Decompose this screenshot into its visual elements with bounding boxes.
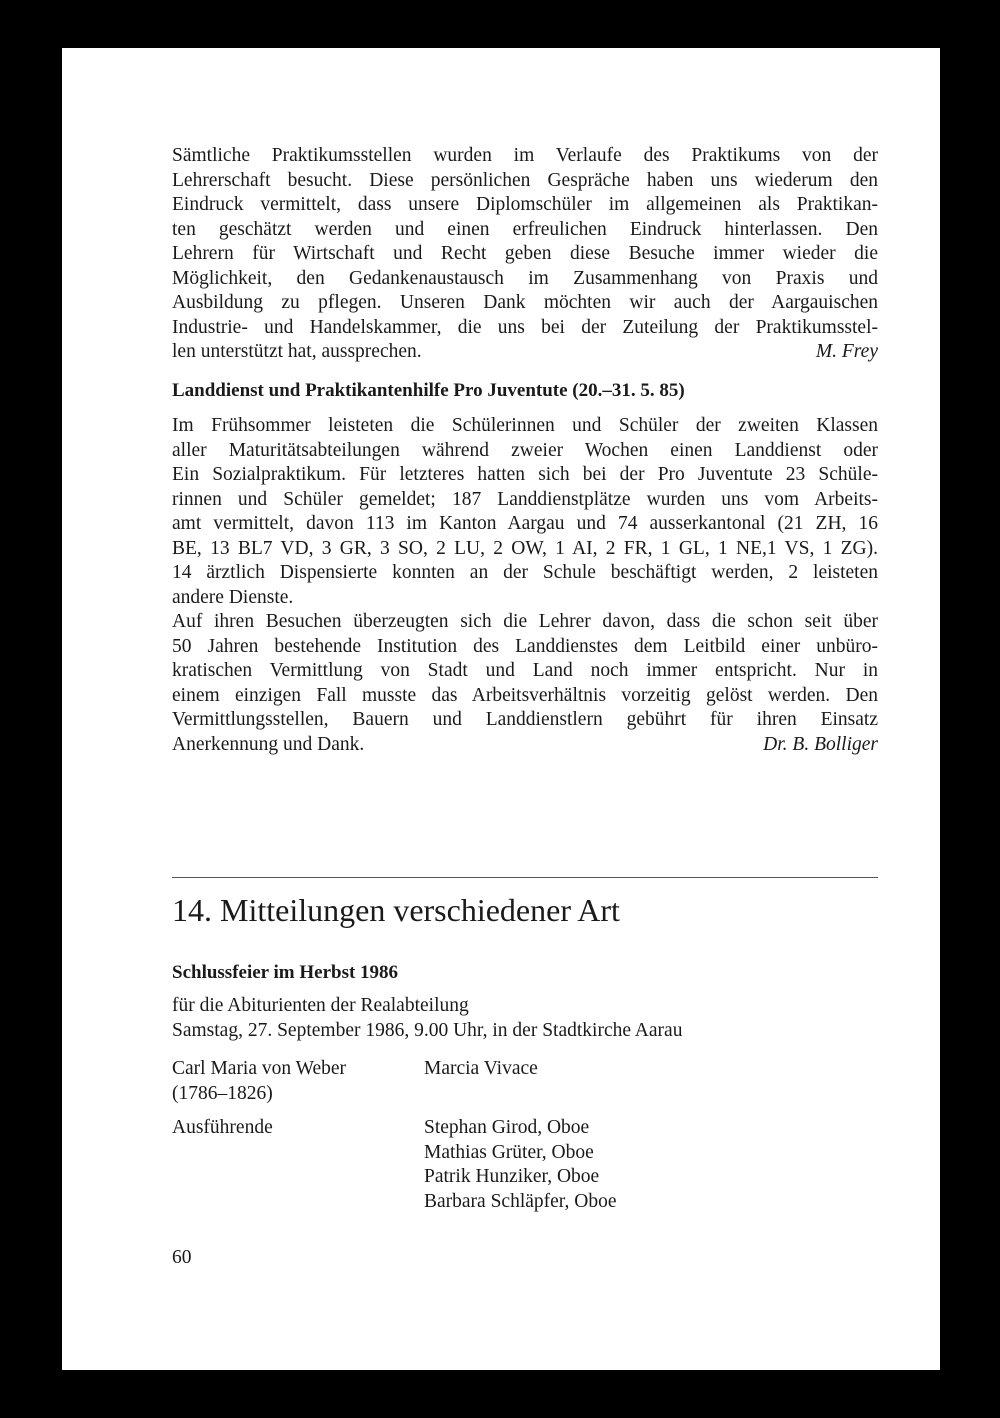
text-line: Industrie- und Handelskammer, die uns bei der Zuteilung der Praktikumsstel- <box>172 316 878 338</box>
chapter-14 <box>172 890 878 1214</box>
program-item <box>172 1057 878 1106</box>
text-line: Ausbildung zu pflegen. Unseren Dank möchten wir auch der Aargauischen <box>172 292 878 313</box>
performers-label: Ausführende <box>172 1117 273 1138</box>
document-page <box>62 48 940 1370</box>
text-line: amt vermittelt, davon 113 im Kanton Aargau und 74 ausserkantonal (21 ZH, 16 <box>172 513 878 534</box>
text-line: Anerkennung und Dank. <box>172 733 365 755</box>
composer: Carl Maria von Weber <box>172 1058 347 1079</box>
text-line: 50 Jahren bestehende Institution des Landdienstes dem Leitbild einer unbüro- <box>172 635 878 657</box>
performer: Mathias Grüter, Oboe <box>424 1141 594 1163</box>
composer-dates: (1786–1826) <box>172 1082 273 1104</box>
signature: M. Frey <box>815 341 878 362</box>
text-line: andere Dienste. <box>172 586 294 608</box>
performer: Patrik Hunziker, Oboe <box>424 1166 600 1187</box>
chapter-title: 14. Mitteilungen verschiedener Art <box>172 892 620 928</box>
performers <box>172 1116 878 1214</box>
performer: Barbara Schläpfer, Oboe <box>424 1190 617 1212</box>
text-line: aller Maturitätsabteilungen während zweier Wochen einen Landdienst oder <box>172 439 878 461</box>
text-line: Möglichkeit, den Gedankenaustausch im Zusammenhang von Praxis und <box>172 267 878 289</box>
text-line: ten geschätzt werden und einen erfreulichen Eindruck hinterlassen. Den <box>172 218 878 240</box>
performer: Stephan Girod, Oboe <box>424 1117 590 1138</box>
text-line: BE, 13 BL7 VD, 3 GR, 3 SO, 2 LU, 2 OW, 1 AI, 2 FR, 1 GL, 1 NE,1 VS, 1 ZG). <box>172 537 878 559</box>
text-line: Samstag, 27. September 1986, 9.00 Uhr, in der Stadtkirche Aarau <box>172 1019 683 1041</box>
text-line: rinnen und Schüler gemeldet; 187 Landdienstplätze wurden uns vom Arbeits- <box>172 488 878 510</box>
chapter-divider <box>172 877 878 878</box>
page-footer <box>172 1246 878 1271</box>
page-number: 60 <box>172 1247 192 1268</box>
text-line: 14 ärztlich Dispensierte konnten an der Schule beschäftigt werden, 2 leisteten <box>172 562 878 583</box>
text-line: Lehrerschaft besucht. Diese persönlichen Gespräche haben uns wiederum den <box>172 169 878 191</box>
section-heading: Schlussfeier im Herbst 1986 <box>172 962 399 983</box>
text-line: Lehrern für Wirtschaft und Recht geben diese Besuche immer wieder die <box>172 243 878 264</box>
text-line: einem einzigen Fall musste das Arbeitsverhältnis vorzeitig gelöst werden. Den <box>172 684 878 706</box>
piece-title: Marcia Vivace <box>424 1058 538 1079</box>
text-line: Eindruck vermittelt, dass unsere Diplomschüler im allgemeinen als Praktikan- <box>172 194 878 215</box>
text-line: Vermittlungsstellen, Bauern und Landdienstlern gebührt für ihren Einsatz <box>172 709 878 730</box>
text-line: für die Abiturienten der Realabteilung <box>172 995 469 1016</box>
section-heading: Landdienst und Praktikantenhilfe Pro Juventute (20.–31. 5. 85) <box>172 380 685 401</box>
text-line: Auf ihren Besuchen überzeugten sich die Lehrer davon, dass die schon seit über <box>172 611 878 632</box>
section-praktikum <box>172 144 878 365</box>
text-line: Im Frühsommer leisteten die Schülerinnen und Schüler der zweiten Klassen <box>172 415 878 436</box>
text-line: kratischen Vermittlung von Stadt und Land noch immer entspricht. Nur in <box>172 660 878 681</box>
signature: Dr. B. Bolliger <box>763 733 878 755</box>
section-landdienst <box>172 378 878 757</box>
text-line: Ein Sozialpraktikum. Für letzteres hatten sich bei der Pro Juventute 23 Schüle- <box>172 464 878 485</box>
text-line: Sämtliche Praktikumsstellen wurden im Verlaufe des Praktikums von der <box>172 145 878 166</box>
text-line: len unterstützt hat, aussprechen. <box>172 341 422 362</box>
